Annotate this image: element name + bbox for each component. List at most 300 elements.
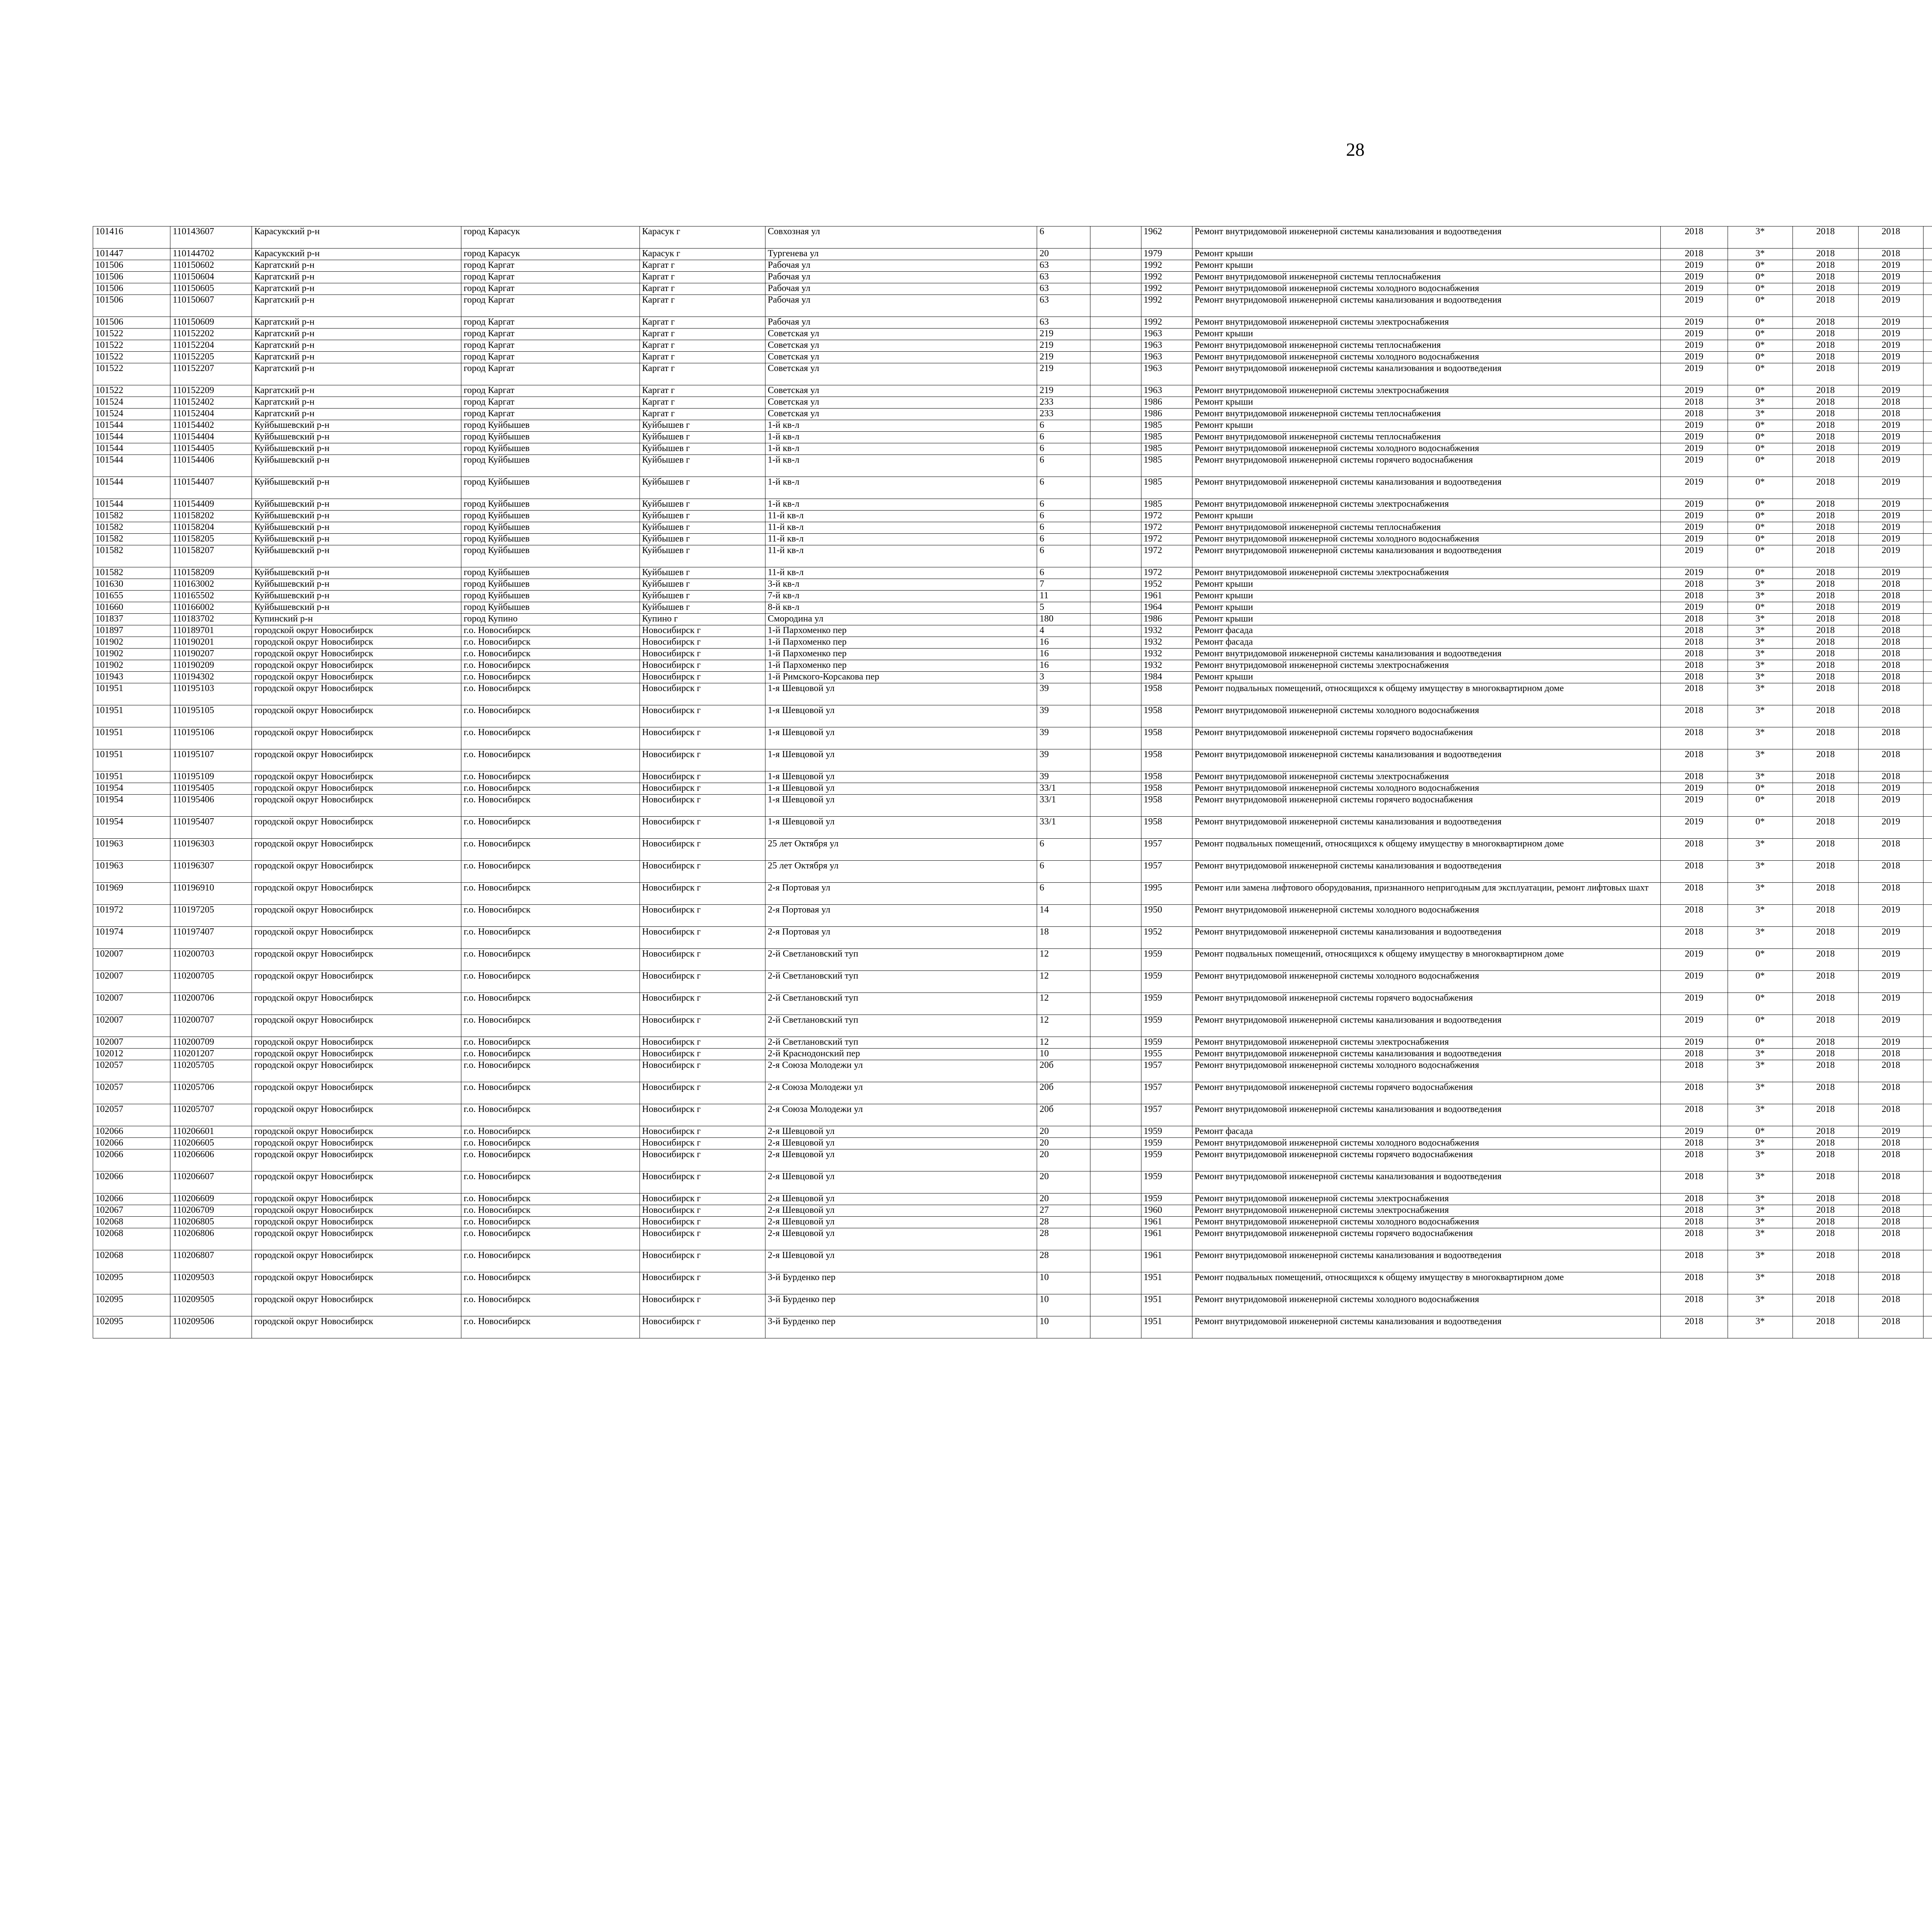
cell-street: 2-й Краснодонский пер [765, 1049, 1037, 1060]
table-row [93, 1294, 1932, 1316]
cell-municipality: г.о. Новосибирск [461, 1250, 639, 1272]
cell-street: 1-я Шевцовой ул [765, 783, 1037, 795]
cell-period-end: 2019 [1859, 420, 1923, 432]
cell-house-number: 219 [1037, 352, 1090, 363]
cell-work-type: Ремонт внутридомовой инженерной системы канализования и водоотведения [1192, 1250, 1660, 1272]
cell-period-start: 2018 [1793, 993, 1858, 1015]
cell-building [1090, 329, 1141, 340]
cell-total-cost [1923, 971, 1932, 993]
cell-plan-year: 2019 [1660, 993, 1728, 1015]
cell-priority: 0* [1728, 971, 1793, 993]
cell-work-id: 110163002 [170, 579, 252, 591]
table-row [93, 795, 1932, 817]
cell-work-type: Ремонт внутридомовой инженерной системы канализования и водоотведения [1192, 1049, 1660, 1060]
cell-period-start: 2018 [1793, 409, 1858, 420]
cell-house-number: 233 [1037, 409, 1090, 420]
cell-building [1090, 1294, 1141, 1316]
capital-repair-table [93, 226, 1932, 1338]
cell-building [1090, 1138, 1141, 1149]
cell-street: 2-я Портовая ул [765, 883, 1037, 905]
cell-work-type: Ремонт подвальных помещений, относящихся к общему имуществу в многоквартирном доме [1192, 1272, 1660, 1294]
table-row [93, 260, 1932, 272]
cell-work-id: 110152207 [170, 363, 252, 385]
cell-locality: Каргат г [639, 409, 765, 420]
cell-total-cost [1923, 783, 1932, 795]
cell-building [1090, 749, 1141, 771]
cell-priority: 3* [1728, 637, 1793, 649]
cell-street: 2-й Светлановский туп [765, 1037, 1037, 1049]
cell-work-id: 110158202 [170, 511, 252, 522]
cell-street: 2-й Светлановский туп [765, 993, 1037, 1015]
cell-plan-year: 2018 [1660, 839, 1728, 861]
cell-year-built: 1952 [1141, 579, 1192, 591]
cell-street: Смородина ул [765, 614, 1037, 625]
cell-house-id: 102066 [93, 1193, 170, 1205]
cell-priority: 0* [1728, 317, 1793, 329]
cell-work-type: Ремонт фасада [1192, 625, 1660, 637]
page-number: 28 [1346, 140, 1365, 160]
cell-plan-year: 2019 [1660, 385, 1728, 397]
cell-work-type: Ремонт крыши [1192, 420, 1660, 432]
cell-house-id: 101660 [93, 602, 170, 614]
cell-year-built: 1959 [1141, 993, 1192, 1015]
cell-plan-year: 2018 [1660, 660, 1728, 672]
cell-period-end: 2019 [1859, 993, 1923, 1015]
cell-locality: Новосибирск г [639, 683, 765, 705]
cell-municipality: г.о. Новосибирск [461, 817, 639, 839]
cell-house-id: 101544 [93, 443, 170, 455]
cell-period-end: 2018 [1859, 839, 1923, 861]
cell-period-end: 2018 [1859, 1316, 1923, 1338]
cell-work-type: Ремонт внутридомовой инженерной системы холодного водоснабжения [1192, 971, 1660, 993]
table-row [93, 1193, 1932, 1205]
cell-municipality: г.о. Новосибирск [461, 795, 639, 817]
cell-municipality: г.о. Новосибирск [461, 727, 639, 749]
cell-period-start: 2018 [1793, 1082, 1858, 1104]
cell-locality: Новосибирск г [639, 637, 765, 649]
cell-period-start: 2018 [1793, 1228, 1858, 1250]
cell-work-type: Ремонт внутридомовой инженерной системы горячего водоснабжения [1192, 993, 1660, 1015]
cell-priority: 3* [1728, 749, 1793, 771]
cell-priority: 0* [1728, 455, 1793, 477]
cell-period-end: 2018 [1859, 1272, 1923, 1294]
table-row [93, 771, 1932, 783]
cell-work-id: 110196910 [170, 883, 252, 905]
cell-work-id: 110200707 [170, 1015, 252, 1037]
cell-locality: Новосибирск г [639, 1205, 765, 1217]
cell-priority: 0* [1728, 385, 1793, 397]
cell-street: Советская ул [765, 385, 1037, 397]
cell-period-start: 2018 [1793, 272, 1858, 283]
table-row [93, 705, 1932, 727]
cell-district: Каргатский р-н [252, 397, 461, 409]
cell-year-built: 1955 [1141, 1049, 1192, 1060]
cell-priority: 0* [1728, 272, 1793, 283]
cell-period-start: 2018 [1793, 927, 1858, 949]
table-row [93, 1149, 1932, 1171]
cell-district: городской округ Новосибирск [252, 971, 461, 993]
cell-building [1090, 499, 1141, 511]
cell-period-start: 2018 [1793, 352, 1858, 363]
cell-work-id: 110154409 [170, 499, 252, 511]
cell-period-end: 2018 [1859, 727, 1923, 749]
cell-work-id: 110190207 [170, 649, 252, 660]
cell-locality: Куйбышев г [639, 602, 765, 614]
cell-house-id: 101544 [93, 432, 170, 443]
table-row [93, 905, 1932, 927]
cell-total-cost [1923, 637, 1932, 649]
cell-house-number: 20б [1037, 1082, 1090, 1104]
cell-district: Куйбышевский р-н [252, 432, 461, 443]
cell-work-type: Ремонт внутридомовой инженерной системы канализования и водоотведения [1192, 1015, 1660, 1037]
cell-work-id: 110209503 [170, 1272, 252, 1294]
cell-house-id: 102057 [93, 1082, 170, 1104]
cell-district: городской округ Новосибирск [252, 625, 461, 637]
cell-period-end: 2019 [1859, 317, 1923, 329]
cell-house-number: 27 [1037, 1205, 1090, 1217]
cell-total-cost [1923, 1193, 1932, 1205]
table-row [93, 455, 1932, 477]
cell-period-end: 2018 [1859, 861, 1923, 883]
cell-house-number: 20 [1037, 249, 1090, 260]
cell-district: Куйбышевский р-н [252, 499, 461, 511]
cell-period-start: 2018 [1793, 795, 1858, 817]
cell-street: 11-й кв-л [765, 534, 1037, 545]
cell-plan-year: 2019 [1660, 329, 1728, 340]
cell-municipality: г.о. Новосибирск [461, 861, 639, 883]
cell-period-start: 2018 [1793, 905, 1858, 927]
table-row [93, 409, 1932, 420]
cell-total-cost [1923, 660, 1932, 672]
cell-plan-year: 2018 [1660, 705, 1728, 727]
cell-house-number: 6 [1037, 567, 1090, 579]
cell-building [1090, 1104, 1141, 1126]
cell-house-number: 11 [1037, 591, 1090, 602]
cell-year-built: 1986 [1141, 614, 1192, 625]
cell-year-built: 1972 [1141, 567, 1192, 579]
cell-house-id: 101522 [93, 385, 170, 397]
cell-period-end: 2018 [1859, 749, 1923, 771]
cell-locality: Каргат г [639, 283, 765, 295]
cell-period-start: 2018 [1793, 363, 1858, 385]
cell-locality: Новосибирск г [639, 1138, 765, 1149]
cell-work-id: 110206605 [170, 1138, 252, 1149]
cell-period-end: 2019 [1859, 1015, 1923, 1037]
cell-street: 2-я Шевцовой ул [765, 1171, 1037, 1193]
cell-house-id: 101522 [93, 329, 170, 340]
cell-locality: Новосибирск г [639, 861, 765, 883]
cell-plan-year: 2019 [1660, 432, 1728, 443]
cell-street: 1-й Пархоменко пер [765, 660, 1037, 672]
cell-district: Каргатский р-н [252, 409, 461, 420]
cell-total-cost [1923, 1228, 1932, 1250]
cell-work-id: 110158207 [170, 545, 252, 567]
cell-period-end: 2018 [1859, 625, 1923, 637]
cell-total-cost [1923, 614, 1932, 625]
cell-priority: 0* [1728, 283, 1793, 295]
cell-street: 11-й кв-л [765, 567, 1037, 579]
cell-house-id: 101902 [93, 660, 170, 672]
cell-work-id: 110150604 [170, 272, 252, 283]
cell-house-number: 20 [1037, 1126, 1090, 1138]
cell-municipality: город Каргат [461, 283, 639, 295]
cell-period-start: 2018 [1793, 660, 1858, 672]
cell-priority: 0* [1728, 1126, 1793, 1138]
cell-period-start: 2018 [1793, 1272, 1858, 1294]
cell-total-cost [1923, 443, 1932, 455]
cell-house-id: 101943 [93, 672, 170, 683]
table-row [93, 625, 1932, 637]
cell-period-start: 2018 [1793, 1060, 1858, 1082]
cell-work-type: Ремонт внутридомовой инженерной системы теплоснабжения [1192, 409, 1660, 420]
cell-street: 2-я Союза Молодежи ул [765, 1082, 1037, 1104]
cell-municipality: г.о. Новосибирск [461, 749, 639, 771]
cell-work-id: 110150607 [170, 295, 252, 317]
cell-house-id: 101954 [93, 795, 170, 817]
cell-total-cost [1923, 625, 1932, 637]
cell-period-start: 2018 [1793, 499, 1858, 511]
table-row [93, 295, 1932, 317]
cell-work-type: Ремонт внутридомовой инженерной системы канализования и водоотведения [1192, 649, 1660, 660]
cell-period-start: 2018 [1793, 443, 1858, 455]
cell-house-number: 28 [1037, 1228, 1090, 1250]
cell-work-id: 110190201 [170, 637, 252, 649]
cell-work-id: 110195405 [170, 783, 252, 795]
cell-priority: 3* [1728, 672, 1793, 683]
cell-house-id: 101582 [93, 511, 170, 522]
table-row [93, 602, 1932, 614]
cell-house-number: 6 [1037, 883, 1090, 905]
cell-building [1090, 511, 1141, 522]
cell-priority: 3* [1728, 1171, 1793, 1193]
cell-street: 1-й кв-л [765, 443, 1037, 455]
cell-street: Советская ул [765, 340, 1037, 352]
cell-priority: 3* [1728, 839, 1793, 861]
cell-house-id: 101582 [93, 534, 170, 545]
cell-plan-year: 2019 [1660, 602, 1728, 614]
cell-year-built: 1963 [1141, 385, 1192, 397]
cell-locality: Новосибирск г [639, 1250, 765, 1272]
cell-district: Куйбышевский р-н [252, 511, 461, 522]
cell-period-end: 2018 [1859, 614, 1923, 625]
cell-locality: Куйбышев г [639, 420, 765, 432]
cell-locality: Каргат г [639, 317, 765, 329]
table-row [93, 1205, 1932, 1217]
cell-year-built: 1959 [1141, 1015, 1192, 1037]
cell-priority: 3* [1728, 861, 1793, 883]
cell-plan-year: 2018 [1660, 1250, 1728, 1272]
cell-locality: Новосибирск г [639, 1015, 765, 1037]
cell-locality: Куйбышев г [639, 432, 765, 443]
cell-street: 1-я Шевцовой ул [765, 683, 1037, 705]
cell-municipality: г.о. Новосибирск [461, 993, 639, 1015]
cell-municipality: город Купино [461, 614, 639, 625]
cell-total-cost [1923, 861, 1932, 883]
cell-work-type: Ремонт или замена лифтового оборудования, признанного непригодным для эксплуатации, ремонт лифтовых шахт [1192, 883, 1660, 905]
cell-plan-year: 2018 [1660, 1060, 1728, 1082]
cell-year-built: 1995 [1141, 883, 1192, 905]
cell-building [1090, 705, 1141, 727]
cell-municipality: г.о. Новосибирск [461, 905, 639, 927]
cell-municipality: г.о. Новосибирск [461, 1316, 639, 1338]
cell-district: городской округ Новосибирск [252, 905, 461, 927]
cell-locality: Новосибирск г [639, 1171, 765, 1193]
cell-street: 1-я Шевцовой ул [765, 795, 1037, 817]
cell-work-type: Ремонт крыши [1192, 614, 1660, 625]
cell-work-type: Ремонт внутридомовой инженерной системы электроснабжения [1192, 385, 1660, 397]
cell-house-id: 101544 [93, 499, 170, 511]
cell-total-cost [1923, 1149, 1932, 1171]
cell-house-id: 102007 [93, 949, 170, 971]
cell-district: Куйбышевский р-н [252, 591, 461, 602]
cell-year-built: 1992 [1141, 272, 1192, 283]
cell-building [1090, 579, 1141, 591]
cell-municipality: город Карасук [461, 249, 639, 260]
cell-street: 2-я Союза Молодежи ул [765, 1060, 1037, 1082]
cell-total-cost [1923, 283, 1932, 295]
cell-work-id: 110158209 [170, 567, 252, 579]
table-row [93, 861, 1932, 883]
cell-street: Советская ул [765, 352, 1037, 363]
cell-work-type: Ремонт крыши [1192, 602, 1660, 614]
table-row [93, 317, 1932, 329]
cell-work-type: Ремонт внутридомовой инженерной системы канализования и водоотведения [1192, 749, 1660, 771]
cell-work-id: 110152402 [170, 397, 252, 409]
cell-locality: Новосибирск г [639, 1149, 765, 1171]
cell-building [1090, 637, 1141, 649]
cell-period-end: 2019 [1859, 432, 1923, 443]
cell-year-built: 1958 [1141, 705, 1192, 727]
cell-priority: 3* [1728, 1228, 1793, 1250]
cell-period-start: 2018 [1793, 749, 1858, 771]
cell-plan-year: 2019 [1660, 971, 1728, 993]
table-row [93, 226, 1932, 249]
table-row [93, 883, 1932, 905]
cell-work-type: Ремонт внутридомовой инженерной системы холодного водоснабжения [1192, 783, 1660, 795]
cell-period-end: 2019 [1859, 971, 1923, 993]
cell-work-id: 110206709 [170, 1205, 252, 1217]
cell-district: городской округ Новосибирск [252, 1217, 461, 1228]
cell-plan-year: 2018 [1660, 637, 1728, 649]
cell-total-cost [1923, 1205, 1932, 1217]
cell-period-start: 2018 [1793, 1015, 1858, 1037]
cell-locality: Новосибирск г [639, 1217, 765, 1228]
cell-locality: Каргат г [639, 260, 765, 272]
table-row [93, 272, 1932, 283]
cell-period-start: 2018 [1793, 602, 1858, 614]
cell-plan-year: 2018 [1660, 727, 1728, 749]
cell-work-id: 110154407 [170, 477, 252, 499]
cell-priority: 0* [1728, 295, 1793, 317]
cell-house-number: 63 [1037, 317, 1090, 329]
cell-district: Каргатский р-н [252, 385, 461, 397]
cell-house-id: 101951 [93, 771, 170, 783]
cell-work-id: 110194302 [170, 672, 252, 683]
cell-plan-year: 2019 [1660, 534, 1728, 545]
cell-plan-year: 2018 [1660, 1171, 1728, 1193]
cell-year-built: 1957 [1141, 1104, 1192, 1126]
cell-period-start: 2018 [1793, 397, 1858, 409]
cell-total-cost [1923, 340, 1932, 352]
cell-building [1090, 432, 1141, 443]
cell-building [1090, 477, 1141, 499]
cell-plan-year: 2018 [1660, 591, 1728, 602]
cell-total-cost [1923, 993, 1932, 1015]
cell-work-id: 110195103 [170, 683, 252, 705]
cell-street: 1-я Шевцовой ул [765, 749, 1037, 771]
cell-period-start: 2018 [1793, 340, 1858, 352]
cell-building [1090, 226, 1141, 249]
cell-period-start: 2018 [1793, 1149, 1858, 1171]
cell-period-end: 2018 [1859, 637, 1923, 649]
cell-period-end: 2018 [1859, 649, 1923, 660]
cell-district: городской округ Новосибирск [252, 783, 461, 795]
cell-municipality: город Куйбышев [461, 455, 639, 477]
cell-locality: Новосибирск г [639, 993, 765, 1015]
cell-period-start: 2018 [1793, 226, 1858, 249]
cell-locality: Новосибирск г [639, 771, 765, 783]
cell-work-id: 110150609 [170, 317, 252, 329]
cell-house-id: 102012 [93, 1049, 170, 1060]
cell-municipality: г.о. Новосибирск [461, 1193, 639, 1205]
cell-work-id: 110195407 [170, 817, 252, 839]
cell-work-id: 110190209 [170, 660, 252, 672]
cell-period-end: 2018 [1859, 591, 1923, 602]
cell-house-id: 101506 [93, 317, 170, 329]
cell-year-built: 1932 [1141, 625, 1192, 637]
cell-house-id: 101506 [93, 295, 170, 317]
cell-district: Куйбышевский р-н [252, 534, 461, 545]
cell-district: городской округ Новосибирск [252, 1037, 461, 1049]
cell-district: Куйбышевский р-н [252, 477, 461, 499]
cell-municipality: г.о. Новосибирск [461, 1060, 639, 1082]
cell-municipality: город Куйбышев [461, 443, 639, 455]
cell-district: Куйбышевский р-н [252, 455, 461, 477]
cell-house-id: 101582 [93, 545, 170, 567]
cell-municipality: город Каргат [461, 340, 639, 352]
cell-building [1090, 534, 1141, 545]
table-row [93, 1217, 1932, 1228]
cell-house-id: 102068 [93, 1217, 170, 1228]
cell-priority: 0* [1728, 432, 1793, 443]
table-row [93, 1171, 1932, 1193]
cell-work-id: 110200703 [170, 949, 252, 971]
cell-plan-year: 2018 [1660, 1316, 1728, 1338]
cell-total-cost [1923, 579, 1932, 591]
cell-locality: Новосибирск г [639, 1104, 765, 1126]
cell-work-type: Ремонт внутридомовой инженерной системы холодного водоснабжения [1192, 1060, 1660, 1082]
cell-locality: Каргат г [639, 272, 765, 283]
cell-building [1090, 317, 1141, 329]
cell-year-built: 1951 [1141, 1272, 1192, 1294]
cell-street: 1-я Шевцовой ул [765, 727, 1037, 749]
cell-total-cost [1923, 397, 1932, 409]
cell-period-end: 2018 [1859, 397, 1923, 409]
cell-priority: 3* [1728, 1138, 1793, 1149]
cell-work-type: Ремонт подвальных помещений, относящихся к общему имуществу в многоквартирном доме [1192, 839, 1660, 861]
cell-year-built: 1958 [1141, 683, 1192, 705]
cell-house-number: 6 [1037, 226, 1090, 249]
cell-period-start: 2018 [1793, 567, 1858, 579]
cell-street: Советская ул [765, 329, 1037, 340]
cell-period-start: 2018 [1793, 1138, 1858, 1149]
cell-year-built: 1961 [1141, 1228, 1192, 1250]
cell-locality: Новосибирск г [639, 1082, 765, 1104]
cell-work-id: 110195106 [170, 727, 252, 749]
cell-house-number: 10 [1037, 1272, 1090, 1294]
cell-plan-year: 2019 [1660, 949, 1728, 971]
table-row [93, 363, 1932, 385]
